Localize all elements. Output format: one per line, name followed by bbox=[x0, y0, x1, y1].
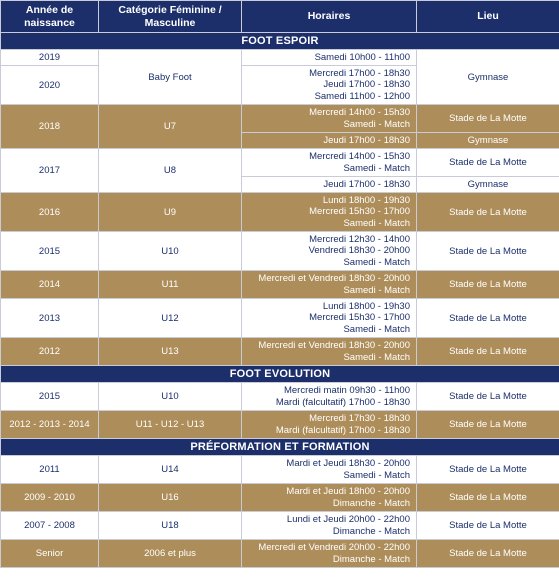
horaire-line: Samedi - Match bbox=[343, 118, 410, 130]
horaires-cell bbox=[242, 105, 417, 133]
horaire-line: Samedi - Match bbox=[343, 217, 410, 229]
horaire-line: Mercredi et Vendredi 18h30 - 20h00 bbox=[258, 273, 410, 284]
table-row bbox=[1, 512, 559, 540]
lieu-cell: Gymnase bbox=[417, 177, 559, 193]
horaire-line: Dimanche - Match bbox=[332, 553, 410, 565]
horaire-line: Mercredi 14h00 - 15h30 bbox=[309, 151, 410, 162]
horaires-cell bbox=[242, 133, 417, 149]
horaire-line: Jeudi 17h00 - 18h30 bbox=[323, 79, 410, 91]
table-row bbox=[1, 411, 559, 439]
annee-cell: 2018 bbox=[1, 105, 99, 149]
horaires-cell bbox=[242, 66, 417, 105]
horaire-line: Samedi 11h00 - 12h00 bbox=[314, 90, 410, 102]
col-header-lieu: Lieu bbox=[417, 1, 559, 33]
table-row bbox=[1, 299, 559, 338]
section-row bbox=[1, 439, 559, 456]
horaire-line: Dimanche - Match bbox=[332, 497, 410, 509]
horaires-cell bbox=[242, 338, 417, 366]
annee-cell: 2017 bbox=[1, 149, 99, 193]
categorie-cell: U8 bbox=[99, 149, 242, 193]
section-row bbox=[1, 366, 559, 383]
categorie-cell: U9 bbox=[99, 193, 242, 232]
horaire-line: Mercredi 17h30 - 18h30 bbox=[309, 413, 410, 424]
horaire-line: Dimanche - Match bbox=[332, 525, 410, 537]
categorie-cell: U11 - U12 - U13 bbox=[99, 411, 242, 439]
lieu-cell: Stade de La Motte bbox=[417, 456, 559, 484]
horaire-line: Mercredi 15h30 - 17h00 bbox=[309, 206, 410, 218]
header-row bbox=[1, 1, 559, 33]
horaire-line: Samedi - Match bbox=[343, 351, 410, 363]
annee-cell: 2020 bbox=[1, 66, 99, 105]
horaires-cell bbox=[242, 456, 417, 484]
table-row bbox=[1, 105, 559, 133]
table-row bbox=[1, 383, 559, 411]
horaire-line: Samedi - Match bbox=[343, 162, 410, 174]
horaire-line: Jeudi 17h00 - 18h30 bbox=[323, 134, 410, 146]
categorie-cell: U18 bbox=[99, 512, 242, 540]
lieu-cell: Stade de La Motte bbox=[417, 193, 559, 232]
horaire-line: Samedi - Match bbox=[343, 256, 410, 268]
horaire-line: Samedi - Match bbox=[343, 323, 410, 335]
table-row bbox=[1, 484, 559, 512]
annee-cell: Senior bbox=[1, 540, 99, 568]
annee-cell: 2016 bbox=[1, 193, 99, 232]
horaire-line: Mardi (falcultatif) 17h00 - 18h30 bbox=[275, 396, 410, 408]
lieu-cell: Stade de La Motte bbox=[417, 512, 559, 540]
col-header-horaires: Horaires bbox=[242, 1, 417, 33]
annee-cell: 2011 bbox=[1, 456, 99, 484]
section-title: FOOT ESPOIR bbox=[1, 33, 559, 50]
categorie-cell: U10 bbox=[99, 383, 242, 411]
horaires-cell bbox=[242, 383, 417, 411]
categorie-cell: U11 bbox=[99, 271, 242, 299]
horaires-cell bbox=[242, 271, 417, 299]
horaire-line: Jeudi 17h00 - 18h30 bbox=[323, 178, 410, 190]
annee-cell: 2015 bbox=[1, 232, 99, 271]
categorie-cell: U7 bbox=[99, 105, 242, 149]
lieu-cell: Stade de La Motte bbox=[417, 149, 559, 177]
horaires-cell bbox=[242, 50, 417, 66]
horaire-line: Mercredi matin 09h30 - 11h00 bbox=[283, 385, 410, 396]
horaires-cell bbox=[242, 484, 417, 512]
annee-cell: 2012 bbox=[1, 338, 99, 366]
horaire-line: Vendredi 18h30 - 20h00 bbox=[308, 245, 410, 257]
categorie-cell: 2006 et plus bbox=[99, 540, 242, 568]
table-row bbox=[1, 193, 559, 232]
categorie-cell: U12 bbox=[99, 299, 242, 338]
horaires-cell bbox=[242, 299, 417, 338]
horaires-cell bbox=[242, 193, 417, 232]
lieu-cell: Stade de La Motte bbox=[417, 105, 559, 133]
lieu-cell: Stade de La Motte bbox=[417, 383, 559, 411]
table-row bbox=[1, 271, 559, 299]
horaires-cell bbox=[242, 149, 417, 177]
lieu-cell: Stade de La Motte bbox=[417, 338, 559, 366]
horaire-line: Mercredi 15h30 - 17h00 bbox=[309, 312, 410, 324]
table-row bbox=[1, 540, 559, 568]
horaire-line: Samedi - Match bbox=[343, 469, 410, 481]
lieu-cell: Stade de La Motte bbox=[417, 540, 559, 568]
categorie-cell: U16 bbox=[99, 484, 242, 512]
horaire-line: Samedi - Match bbox=[343, 284, 410, 296]
table-row bbox=[1, 149, 559, 177]
annee-cell: 2014 bbox=[1, 271, 99, 299]
horaire-line: Mardi (falcultatif) 17h00 - 18h30 bbox=[275, 424, 410, 436]
table-row bbox=[1, 338, 559, 366]
horaire-line: Mercredi et Vendredi 20h00 - 22h00 bbox=[258, 542, 410, 553]
horaires-cell bbox=[242, 411, 417, 439]
section-row bbox=[1, 33, 559, 50]
horaire-line: Mercredi 12h30 - 14h00 bbox=[309, 233, 410, 245]
horaire-line: Mercredi 17h00 - 18h30 bbox=[309, 67, 410, 79]
horaire-line: Lundi et Jeudi 20h00 - 22h00 bbox=[286, 514, 410, 525]
annee-cell: 2009 - 2010 bbox=[1, 484, 99, 512]
schedule-body bbox=[1, 33, 559, 568]
horaire-line: Samedi 10h00 - 11h00 bbox=[314, 51, 410, 63]
section-title: FOOT EVOLUTION bbox=[1, 366, 559, 383]
table-row bbox=[1, 50, 559, 66]
table-row bbox=[1, 456, 559, 484]
horaires-cell bbox=[242, 232, 417, 271]
categorie-cell: U10 bbox=[99, 232, 242, 271]
horaires-cell bbox=[242, 177, 417, 193]
horaires-cell bbox=[242, 540, 417, 568]
annee-cell: 2013 bbox=[1, 299, 99, 338]
annee-cell: 2012 - 2013 - 2014 bbox=[1, 411, 99, 439]
horaire-line: Mardi et Jeudi 18h00 - 20h00 bbox=[286, 486, 410, 497]
col-header-categorie: Catégorie Féminine / Masculine bbox=[99, 1, 242, 33]
horaire-line: Mardi et Jeudi 18h30 - 20h00 bbox=[286, 458, 410, 469]
horaire-line: Mercredi et Vendredi 18h30 - 20h00 bbox=[258, 340, 410, 351]
categorie-cell: U13 bbox=[99, 338, 242, 366]
categorie-cell: U14 bbox=[99, 456, 242, 484]
col-header-annee: Année de naissance bbox=[1, 1, 99, 33]
horaire-line: Lundi 18h00 - 19h30 bbox=[322, 194, 410, 206]
lieu-cell: Stade de La Motte bbox=[417, 484, 559, 512]
lieu-cell: Stade de La Motte bbox=[417, 411, 559, 439]
categorie-cell: Baby Foot bbox=[99, 50, 242, 105]
horaire-line: Mercredi 14h00 - 15h30 bbox=[309, 107, 410, 118]
lieu-cell: Gymnase bbox=[417, 133, 559, 149]
lieu-cell: Stade de La Motte bbox=[417, 271, 559, 299]
horaires-cell bbox=[242, 512, 417, 540]
lieu-cell: Stade de La Motte bbox=[417, 299, 559, 338]
annee-cell: 2007 - 2008 bbox=[1, 512, 99, 540]
annee-cell: 2015 bbox=[1, 383, 99, 411]
section-title: PRÉFORMATION ET FORMATION bbox=[1, 439, 559, 456]
lieu-cell: Stade de La Motte bbox=[417, 232, 559, 271]
annee-cell: 2019 bbox=[1, 50, 99, 66]
lieu-cell: Gymnase bbox=[417, 50, 559, 105]
horaire-line: Lundi 18h00 - 19h30 bbox=[322, 300, 410, 312]
table-row bbox=[1, 232, 559, 271]
